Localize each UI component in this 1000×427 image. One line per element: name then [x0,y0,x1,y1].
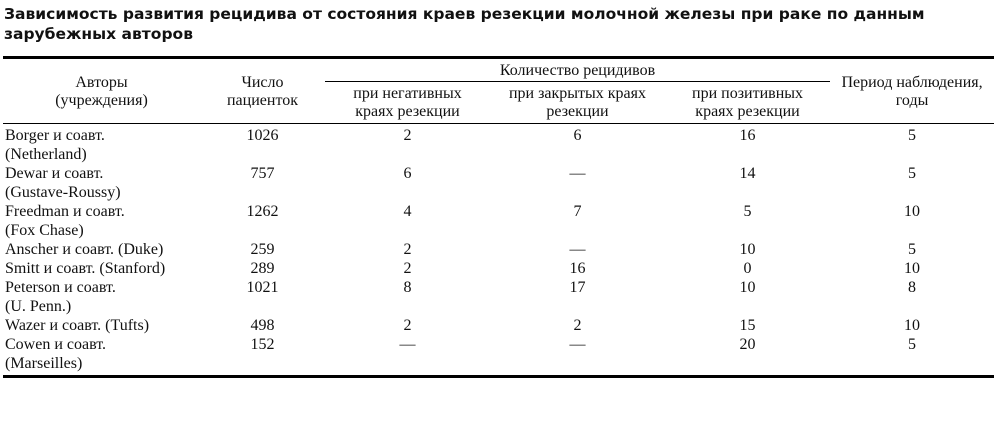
cell-closed: — [569,336,586,353]
cell-period: 10 [904,260,921,277]
cell-period: 10 [904,317,921,334]
cell-author: Anscher и соавт. (Duke) [5,241,164,258]
header-negative: при негативных краях резекции [325,82,490,124]
cell-closed: 6 [573,127,582,144]
cell-author: Wazer и соавт. (Tufts) [5,317,150,334]
table-row [3,124,994,165]
cell-negative: 8 [403,279,412,296]
cell-author: Peterson и соавт. (U. Penn.) [5,279,116,315]
cell-positive: 10 [739,279,756,296]
table-row [3,335,994,377]
header-closed: при закрытых краях резекции [490,82,665,124]
cell-patients: 289 [250,260,275,277]
cell-positive: 10 [739,241,756,258]
cell-patients: 152 [250,336,275,353]
header-patients: Число пациенток [200,58,325,124]
cell-period: 8 [908,279,917,296]
table-row [3,240,994,259]
cell-patients: 259 [250,241,275,258]
cell-positive: 15 [739,317,756,334]
cell-closed: 17 [569,279,586,296]
header-period: Период наблюдения, годы [830,58,994,124]
cell-positive: 16 [739,127,756,144]
header-recurrence-group: Количество рецидивов [325,58,830,82]
cell-author: Smitt и соавт. (Stanford) [5,260,166,277]
cell-negative: 2 [403,241,412,258]
table-row [3,316,994,335]
cell-period: 5 [908,241,917,258]
cell-negative: 2 [403,317,412,334]
table-title: Зависимость развития рецидива от состояния краев резекции молочной железы при раке по данным зарубежных авторов [4,5,925,43]
cell-positive: 14 [739,165,756,182]
header-authors: Авторы (учреждения) [3,58,200,124]
table-row [3,164,994,202]
cell-patients: 757 [250,165,275,182]
cell-period: 5 [908,336,917,353]
cell-author: Borger и соавт. (Netherland) [5,127,105,163]
cell-negative: 2 [403,127,412,144]
cell-closed: 2 [573,317,582,334]
cell-period: 5 [908,165,917,182]
cell-patients: 1262 [246,203,279,220]
cell-closed: 16 [569,260,586,277]
cell-period: 5 [908,127,917,144]
cell-negative: 6 [403,165,412,182]
cell-negative: — [399,336,416,353]
cell-negative: 2 [403,260,412,277]
cell-positive: 0 [743,260,752,277]
header-positive: при позитивных краях резекции [665,82,830,124]
cell-author: Cowen и соавт. (Marseilles) [5,336,107,372]
table-row [3,259,994,278]
recurrence-table [3,56,994,378]
cell-closed: 7 [573,203,582,220]
cell-patients: 1021 [246,279,279,296]
cell-author: Freedman и соавт. (Fox Chase) [5,203,125,239]
cell-author: Dewar и соавт. (Gustave-Roussy) [5,165,121,201]
cell-closed: — [569,165,586,182]
cell-closed: — [569,241,586,258]
table-row [3,278,994,316]
cell-patients: 498 [250,317,275,334]
cell-positive: 20 [739,336,756,353]
cell-patients: 1026 [246,127,279,144]
cell-negative: 4 [403,203,412,220]
table-row [3,202,994,240]
cell-period: 10 [904,203,921,220]
cell-positive: 5 [743,203,752,220]
